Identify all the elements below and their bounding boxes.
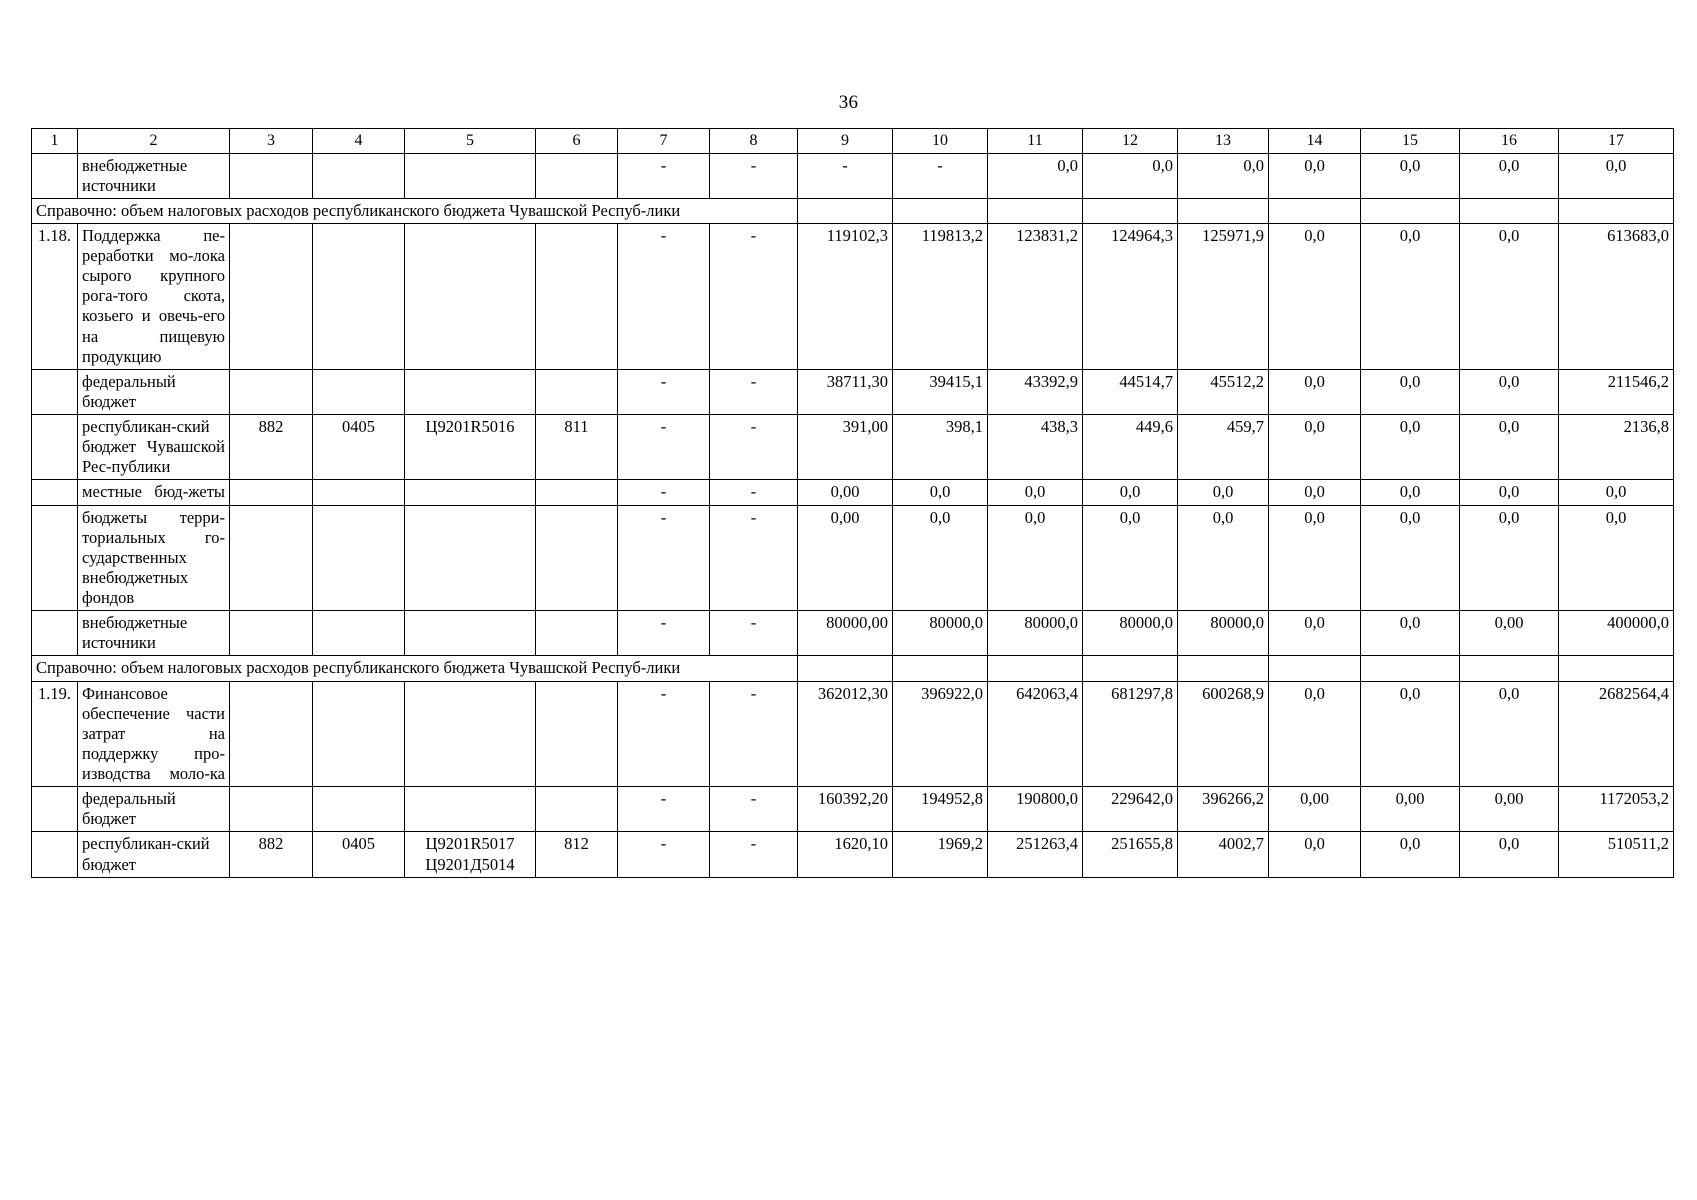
table-row xyxy=(32,832,1674,877)
column-number: 15 xyxy=(1361,129,1460,154)
cell-c4 xyxy=(313,223,405,369)
row-index xyxy=(32,611,78,656)
row-index xyxy=(32,787,78,832)
cell-c3: 882 xyxy=(230,832,313,877)
cell-c4: 0405 xyxy=(313,832,405,877)
cell-c16: 0,00 xyxy=(1460,787,1559,832)
cell-c12: 0,0 xyxy=(1083,480,1178,505)
column-number: 16 xyxy=(1460,129,1559,154)
cell-c9: 80000,00 xyxy=(798,611,893,656)
cell-c4 xyxy=(313,611,405,656)
cell-c7: - xyxy=(618,505,710,611)
table-row xyxy=(32,153,1674,198)
cell-c6 xyxy=(536,505,618,611)
cell-c4 xyxy=(313,153,405,198)
cell-c16: 0,0 xyxy=(1460,480,1559,505)
cell-c11: 190800,0 xyxy=(988,787,1083,832)
table-row xyxy=(32,611,1674,656)
note-text: Справочно: объем налоговых расходов республиканского бюджета Чувашской Респуб-лики xyxy=(32,198,798,223)
row-index xyxy=(32,415,78,480)
cell-c17: 0,0 xyxy=(1559,480,1674,505)
cell-c3 xyxy=(230,223,313,369)
cell-c15: 0,00 xyxy=(1361,787,1460,832)
cell-c10: 0,0 xyxy=(893,505,988,611)
column-number: 3 xyxy=(230,129,313,154)
cell-c11: 251263,4 xyxy=(988,832,1083,877)
table-row xyxy=(32,681,1674,787)
cell-c7: - xyxy=(618,480,710,505)
cell-c10 xyxy=(893,198,988,223)
table-row xyxy=(32,480,1674,505)
column-number: 9 xyxy=(798,129,893,154)
cell-c5 xyxy=(405,153,536,198)
cell-c14: 0,0 xyxy=(1269,415,1361,480)
cell-c8: - xyxy=(710,369,798,414)
cell-c10: 194952,8 xyxy=(893,787,988,832)
cell-c9 xyxy=(798,656,893,681)
cell-c17: 400000,0 xyxy=(1559,611,1674,656)
cell-c4 xyxy=(313,369,405,414)
table-row xyxy=(32,223,1674,369)
row-index xyxy=(32,153,78,198)
row-name: Финансовое обеспечение части затрат на поддержку про-изводства моло-ка xyxy=(78,681,230,787)
cell-c14: 0,0 xyxy=(1269,505,1361,611)
table-note-row xyxy=(32,198,1674,223)
cell-c3 xyxy=(230,787,313,832)
note-text: Справочно: объем налоговых расходов республиканского бюджета Чувашской Респуб-лики xyxy=(32,656,798,681)
cell-c3 xyxy=(230,369,313,414)
cell-c7: - xyxy=(618,832,710,877)
cell-c10 xyxy=(893,656,988,681)
cell-c7: - xyxy=(618,223,710,369)
cell-c14: 0,0 xyxy=(1269,681,1361,787)
cell-c10: 80000,0 xyxy=(893,611,988,656)
row-name: местные бюд-жеты xyxy=(78,480,230,505)
cell-c14: 0,0 xyxy=(1269,480,1361,505)
cell-c12: 80000,0 xyxy=(1083,611,1178,656)
cell-c13: 125971,9 xyxy=(1178,223,1269,369)
cell-c17: 0,0 xyxy=(1559,505,1674,611)
cell-c14: 0,0 xyxy=(1269,611,1361,656)
row-name: федеральный бюджет xyxy=(78,787,230,832)
cell-c15: 0,0 xyxy=(1361,480,1460,505)
cell-c14: 0,0 xyxy=(1269,153,1361,198)
cell-c15: 0,0 xyxy=(1361,369,1460,414)
cell-c13: 459,7 xyxy=(1178,415,1269,480)
cell-c8: - xyxy=(710,611,798,656)
cell-c13: 45512,2 xyxy=(1178,369,1269,414)
cell-c16: 0,0 xyxy=(1460,223,1559,369)
cell-c10: 398,1 xyxy=(893,415,988,480)
cell-c14: 0,0 xyxy=(1269,369,1361,414)
cell-c11: 0,0 xyxy=(988,153,1083,198)
cell-c8: - xyxy=(710,681,798,787)
column-number: 13 xyxy=(1178,129,1269,154)
row-index xyxy=(32,505,78,611)
cell-c7: - xyxy=(618,415,710,480)
cell-c3 xyxy=(230,153,313,198)
cell-c6: 812 xyxy=(536,832,618,877)
cell-c3 xyxy=(230,681,313,787)
cell-c17: 211546,2 xyxy=(1559,369,1674,414)
row-name: бюджеты терри-ториальных го-сударственных внебюджетных фондов xyxy=(78,505,230,611)
cell-c13: 0,0 xyxy=(1178,505,1269,611)
cell-c9: 362012,30 xyxy=(798,681,893,787)
cell-c9: 1620,10 xyxy=(798,832,893,877)
cell-c12: 44514,7 xyxy=(1083,369,1178,414)
page-number: 36 xyxy=(838,92,859,113)
cell-c6 xyxy=(536,369,618,414)
cell-c4: 0405 xyxy=(313,415,405,480)
row-name: республикан-ский бюджет Чувашской Рес-публики xyxy=(78,415,230,480)
column-number: 17 xyxy=(1559,129,1674,154)
cell-c15 xyxy=(1361,198,1460,223)
cell-c16 xyxy=(1460,656,1559,681)
cell-c13: 600268,9 xyxy=(1178,681,1269,787)
cell-c4 xyxy=(313,681,405,787)
cell-c9: - xyxy=(798,153,893,198)
cell-c6 xyxy=(536,787,618,832)
cell-c6: 811 xyxy=(536,415,618,480)
cell-c14 xyxy=(1269,656,1361,681)
cell-c10: 1969,2 xyxy=(893,832,988,877)
row-index xyxy=(32,369,78,414)
table-row xyxy=(32,505,1674,611)
cell-c11: 438,3 xyxy=(988,415,1083,480)
cell-c16: 0,0 xyxy=(1460,369,1559,414)
table-row xyxy=(32,787,1674,832)
cell-c17: 0,0 xyxy=(1559,153,1674,198)
table-row xyxy=(32,369,1674,414)
cell-c9 xyxy=(798,198,893,223)
cell-c12: 449,6 xyxy=(1083,415,1178,480)
cell-c11: 642063,4 xyxy=(988,681,1083,787)
cell-c6 xyxy=(536,480,618,505)
row-index: 1.18. xyxy=(32,223,78,369)
cell-c13: 396266,2 xyxy=(1178,787,1269,832)
cell-c12: 0,0 xyxy=(1083,153,1178,198)
cell-c16: 0,0 xyxy=(1460,153,1559,198)
table-note-row xyxy=(32,656,1674,681)
cell-c17: 2682564,4 xyxy=(1559,681,1674,787)
column-number: 11 xyxy=(988,129,1083,154)
cell-c6 xyxy=(536,223,618,369)
cell-c6 xyxy=(536,681,618,787)
cell-c10: 119813,2 xyxy=(893,223,988,369)
cell-c14: 0,00 xyxy=(1269,787,1361,832)
column-number: 4 xyxy=(313,129,405,154)
cell-c4 xyxy=(313,480,405,505)
cell-c3 xyxy=(230,480,313,505)
cell-c7: - xyxy=(618,787,710,832)
cell-c11 xyxy=(988,656,1083,681)
cell-c9: 391,00 xyxy=(798,415,893,480)
cell-c16: 0,0 xyxy=(1460,681,1559,787)
cell-c13 xyxy=(1178,198,1269,223)
cell-c17: 613683,0 xyxy=(1559,223,1674,369)
cell-c3 xyxy=(230,505,313,611)
cell-c12 xyxy=(1083,656,1178,681)
cell-c9: 160392,20 xyxy=(798,787,893,832)
cell-c10: - xyxy=(893,153,988,198)
cell-c11: 0,0 xyxy=(988,505,1083,611)
column-number: 7 xyxy=(618,129,710,154)
cell-c8: - xyxy=(710,480,798,505)
cell-c14: 0,0 xyxy=(1269,832,1361,877)
cell-c10: 0,0 xyxy=(893,480,988,505)
cell-c11: 80000,0 xyxy=(988,611,1083,656)
row-index: 1.19. xyxy=(32,681,78,787)
cell-c12: 124964,3 xyxy=(1083,223,1178,369)
cell-c17 xyxy=(1559,656,1674,681)
cell-c8: - xyxy=(710,415,798,480)
cell-c8: - xyxy=(710,505,798,611)
row-name: федеральный бюджет xyxy=(78,369,230,414)
cell-c16: 0,0 xyxy=(1460,832,1559,877)
cell-c13: 0,0 xyxy=(1178,480,1269,505)
cell-c10: 39415,1 xyxy=(893,369,988,414)
cell-c3: 882 xyxy=(230,415,313,480)
cell-c5: Ц9201R5017 Ц9201Д5014 xyxy=(405,832,536,877)
cell-c7: - xyxy=(618,369,710,414)
cell-c14: 0,0 xyxy=(1269,223,1361,369)
cell-c13: 4002,7 xyxy=(1178,832,1269,877)
cell-c11 xyxy=(988,198,1083,223)
cell-c8: - xyxy=(710,153,798,198)
cell-c5: Ц9201R5016 xyxy=(405,415,536,480)
row-name: республикан-ский бюджет xyxy=(78,832,230,877)
cell-c15 xyxy=(1361,656,1460,681)
cell-c9: 0,00 xyxy=(798,480,893,505)
cell-c16: 0,00 xyxy=(1460,611,1559,656)
cell-c4 xyxy=(313,787,405,832)
cell-c16 xyxy=(1460,198,1559,223)
cell-c12: 251655,8 xyxy=(1083,832,1178,877)
cell-c12: 681297,8 xyxy=(1083,681,1178,787)
column-number: 1 xyxy=(32,129,78,154)
row-index xyxy=(32,480,78,505)
cell-c6 xyxy=(536,611,618,656)
cell-c17: 2136,8 xyxy=(1559,415,1674,480)
cell-c10: 396922,0 xyxy=(893,681,988,787)
cell-c8: - xyxy=(710,787,798,832)
cell-c8: - xyxy=(710,832,798,877)
cell-c15: 0,0 xyxy=(1361,505,1460,611)
cell-c6 xyxy=(536,153,618,198)
row-name: внебюджетные источники xyxy=(78,153,230,198)
cell-c9: 119102,3 xyxy=(798,223,893,369)
cell-c16: 0,0 xyxy=(1460,415,1559,480)
cell-c7: - xyxy=(618,681,710,787)
cell-c7: - xyxy=(618,611,710,656)
budget-table xyxy=(31,128,1674,878)
cell-c13: 80000,0 xyxy=(1178,611,1269,656)
row-name: внебюджетные источники xyxy=(78,611,230,656)
column-number: 5 xyxy=(405,129,536,154)
cell-c8: - xyxy=(710,223,798,369)
cell-c17: 1172053,2 xyxy=(1559,787,1674,832)
cell-c12 xyxy=(1083,198,1178,223)
cell-c11: 123831,2 xyxy=(988,223,1083,369)
column-number: 8 xyxy=(710,129,798,154)
column-number: 2 xyxy=(78,129,230,154)
row-name: Поддержка пе-реработки мо-лока сырого крупного рога-того скота, козьего и овечь-его на пищевую продукцию xyxy=(78,223,230,369)
column-number: 14 xyxy=(1269,129,1361,154)
cell-c15: 0,0 xyxy=(1361,223,1460,369)
cell-c5 xyxy=(405,787,536,832)
cell-c15: 0,0 xyxy=(1361,611,1460,656)
cell-c15: 0,0 xyxy=(1361,832,1460,877)
table-row xyxy=(32,415,1674,480)
cell-c16: 0,0 xyxy=(1460,505,1559,611)
cell-c3 xyxy=(230,611,313,656)
cell-c9: 0,00 xyxy=(798,505,893,611)
cell-c9: 38711,30 xyxy=(798,369,893,414)
cell-c15: 0,0 xyxy=(1361,415,1460,480)
cell-c11: 43392,9 xyxy=(988,369,1083,414)
cell-c12: 229642,0 xyxy=(1083,787,1178,832)
cell-c14 xyxy=(1269,198,1361,223)
cell-c17: 510511,2 xyxy=(1559,832,1674,877)
column-number: 12 xyxy=(1083,129,1178,154)
column-number: 6 xyxy=(536,129,618,154)
cell-c4 xyxy=(313,505,405,611)
cell-c5 xyxy=(405,223,536,369)
cell-c11: 0,0 xyxy=(988,480,1083,505)
cell-c13 xyxy=(1178,656,1269,681)
cell-c17 xyxy=(1559,198,1674,223)
cell-c5 xyxy=(405,369,536,414)
cell-c12: 0,0 xyxy=(1083,505,1178,611)
cell-c5 xyxy=(405,480,536,505)
cell-c13: 0,0 xyxy=(1178,153,1269,198)
column-number: 10 xyxy=(893,129,988,154)
row-index xyxy=(32,832,78,877)
cell-c5 xyxy=(405,611,536,656)
cell-c5 xyxy=(405,681,536,787)
cell-c15: 0,0 xyxy=(1361,153,1460,198)
table-header-row xyxy=(32,129,1674,154)
cell-c5 xyxy=(405,505,536,611)
cell-c15: 0,0 xyxy=(1361,681,1460,787)
cell-c7: - xyxy=(618,153,710,198)
